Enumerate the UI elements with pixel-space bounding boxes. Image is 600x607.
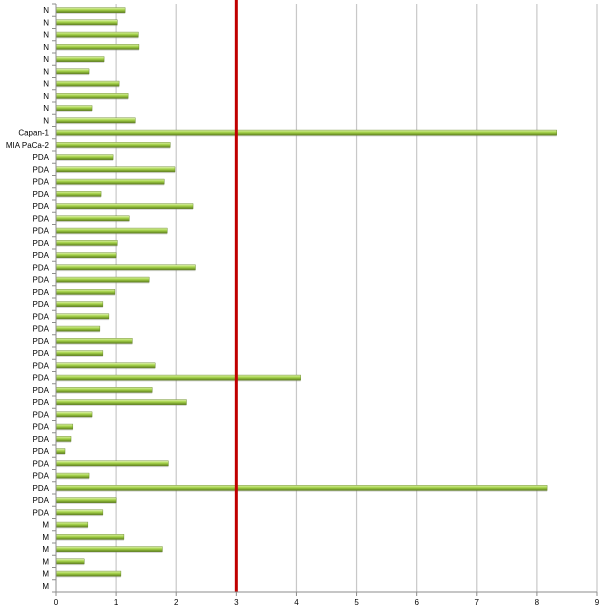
x-tick-label: 8 (534, 598, 540, 607)
category-label: M (42, 532, 49, 542)
bar (56, 498, 116, 503)
bar (56, 534, 124, 539)
x-tick-label: 3 (234, 598, 239, 607)
x-tick-label: 6 (414, 598, 419, 607)
category-label: PDA (32, 153, 49, 163)
bar (56, 32, 138, 37)
bar (56, 8, 125, 13)
category-label: PDA (32, 238, 49, 248)
category-label: N (43, 104, 49, 114)
bar (56, 191, 101, 196)
category-label: PDA (32, 361, 49, 371)
bar (56, 510, 103, 515)
bar (56, 69, 89, 74)
bar (56, 240, 117, 245)
bar (56, 265, 195, 270)
bar (56, 449, 65, 454)
category-label: N (43, 91, 49, 101)
bar (56, 130, 557, 135)
category-label: PDA (32, 422, 49, 432)
category-label: PDA (32, 287, 49, 297)
bar (56, 375, 301, 380)
gridlines (116, 4, 597, 592)
category-label: PDA (32, 202, 49, 212)
bar (56, 228, 167, 233)
x-tick-label: 5 (354, 598, 359, 607)
category-label: Capan-1 (18, 128, 49, 138)
bar (56, 363, 155, 368)
bar (56, 118, 135, 123)
bar (56, 93, 128, 98)
bar (56, 412, 92, 417)
category-label: M (42, 581, 49, 591)
bar (56, 57, 104, 62)
category-label: N (43, 6, 49, 16)
category-label: N (43, 116, 49, 126)
bar (56, 461, 168, 466)
axes (52, 4, 597, 596)
bar (56, 204, 193, 209)
category-label: PDA (32, 483, 49, 493)
category-label: M (42, 557, 49, 567)
bar (56, 81, 119, 86)
bar (56, 387, 152, 392)
category-label: PDA (32, 410, 49, 420)
category-label: PDA (32, 226, 49, 236)
bar (56, 142, 170, 147)
bar (56, 485, 547, 490)
category-label: PDA (32, 300, 49, 310)
category-label: PDA (32, 385, 49, 395)
category-label: PDA (32, 312, 49, 322)
bar (56, 559, 84, 564)
bar (56, 436, 71, 441)
category-label: PDA (32, 496, 49, 506)
category-label: MIA PaCa-2 (5, 140, 49, 150)
bar (56, 20, 117, 25)
category-label: PDA (32, 434, 49, 444)
category-label: PDA (32, 263, 49, 273)
category-label: N (43, 67, 49, 77)
category-label: PDA (32, 398, 49, 408)
category-label: PDA (32, 177, 49, 187)
bar (56, 216, 129, 221)
bar (56, 314, 109, 319)
category-label: N (43, 30, 49, 40)
bar (56, 400, 186, 405)
bar (56, 424, 73, 429)
bar (56, 289, 115, 294)
x-tick-label: 0 (53, 598, 59, 607)
category-label: PDA (32, 214, 49, 224)
category-label: PDA (32, 373, 49, 383)
bar (56, 351, 103, 356)
x-tick-label: 7 (474, 598, 480, 607)
category-label: PDA (32, 324, 49, 334)
bar (56, 302, 103, 307)
category-label: N (43, 42, 49, 52)
category-label: PDA (32, 251, 49, 261)
category-label: PDA (32, 447, 49, 457)
x-tick-label: 2 (173, 598, 179, 607)
category-label: PDA (32, 189, 49, 199)
bar (56, 473, 89, 478)
bar (56, 44, 139, 49)
category-label: N (43, 18, 49, 28)
x-tick-label: 9 (594, 598, 600, 607)
category-label: M (42, 569, 49, 579)
bar (56, 326, 100, 331)
bar (56, 179, 164, 184)
category-label: N (43, 79, 49, 89)
bar (56, 253, 116, 258)
bars (56, 8, 557, 578)
category-label: PDA (32, 165, 49, 175)
category-label: PDA (32, 459, 49, 469)
bar (56, 155, 113, 160)
bar (56, 167, 175, 172)
x-tick-label: 1 (113, 598, 119, 607)
category-label: PDA (32, 349, 49, 359)
category-label: N (43, 55, 49, 65)
x-tick-label: 4 (294, 598, 299, 607)
category-label: PDA (32, 471, 49, 481)
category-label: PDA (32, 275, 49, 285)
bar (56, 571, 121, 576)
bar (56, 106, 92, 111)
bar (56, 338, 132, 343)
category-label: M (42, 520, 49, 530)
category-label: PDA (32, 508, 49, 518)
category-label: PDA (32, 336, 49, 346)
category-label: M (42, 545, 49, 555)
bar (56, 277, 149, 282)
bar (56, 522, 88, 527)
bar (56, 547, 162, 552)
